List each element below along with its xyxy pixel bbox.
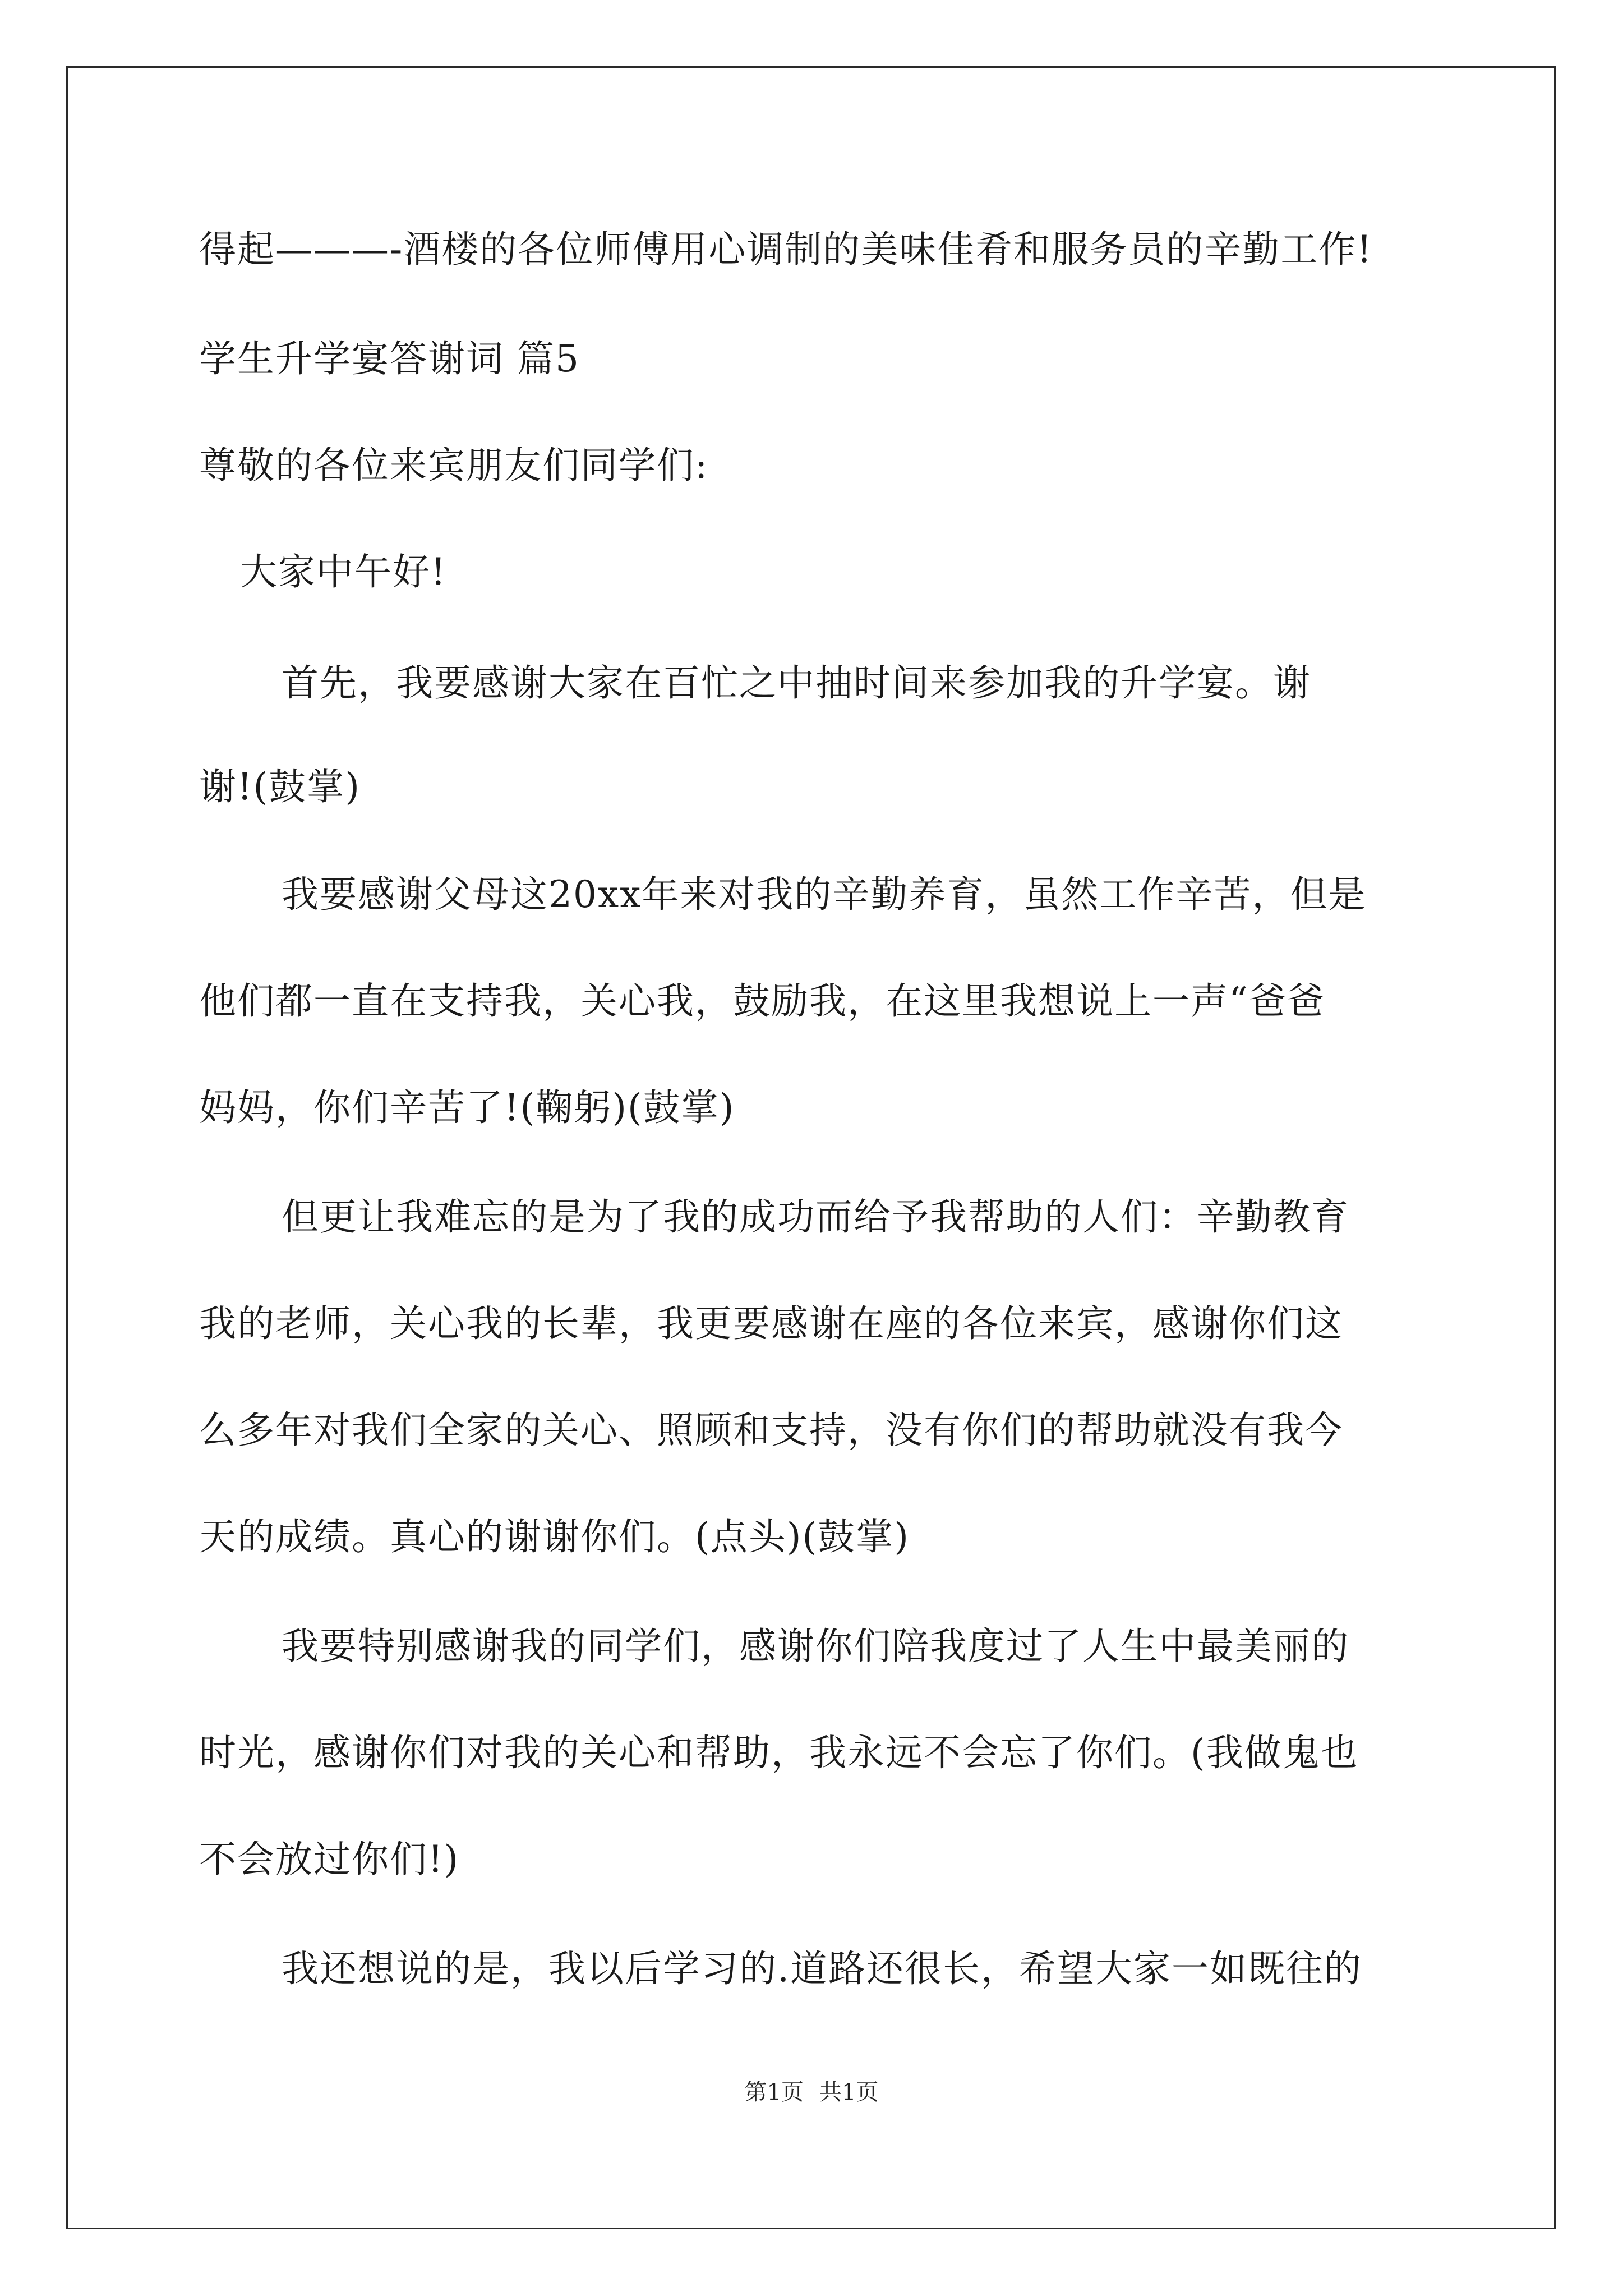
- page-border: [66, 66, 1556, 2229]
- page-total: 共1页: [819, 2079, 879, 2105]
- text-line: 我的老师，关心我的长辈，我更要感谢在座的各位来宾，感谢你们这: [199, 1302, 1343, 1345]
- text-line: 我还想说的是，我以后学习的.道路还很长，希望大家一如既往的: [282, 1947, 1362, 1990]
- greeting: 大家中午好!: [240, 550, 447, 593]
- salutation: 尊敬的各位来宾朋友们同学们:: [199, 444, 709, 487]
- text-line: 但更让我难忘的是为了我的成功而给予我帮助的人们：辛勤教育: [282, 1195, 1349, 1239]
- text-line: 他们都一直在支持我，关心我，鼓励我，在这里我想说上一声“爸爸: [199, 979, 1325, 1023]
- text-line: 妈妈，你们辛苦了!(鞠躬)(鼓掌): [199, 1086, 735, 1129]
- section-heading: 学生升学宴答谢词 篇5: [199, 337, 580, 380]
- page-number: 第1页: [744, 2079, 804, 2105]
- text-line: 我要特别感谢我的同学们，感谢你们陪我度过了人生中最美丽的: [282, 1625, 1349, 1668]
- text-line: 么多年对我们全家的关心、照顾和支持，没有你们的帮助就没有我今: [199, 1409, 1343, 1452]
- text-line: 时光，感谢你们对我的关心和帮助，我永远不会忘了你们。(我做鬼也: [199, 1731, 1359, 1774]
- text-line: 我要感谢父母这20xx年来对我的辛勤养育，虽然工作辛苦，但是: [282, 873, 1367, 916]
- text-line: 得起———-酒楼的各位师傅用心调制的美味佳肴和服务员的辛勤工作!: [199, 228, 1373, 271]
- text-line: 天的成绩。真心的谢谢你们。(点头)(鼓掌): [199, 1515, 910, 1558]
- text-line: 谢!(鼓掌): [199, 765, 361, 808]
- text-line: 首先，我要感谢大家在百忙之中抽时间来参加我的升学宴。谢: [282, 661, 1311, 705]
- page-footer: [0, 2078, 1623, 2106]
- text-line: 不会放过你们!): [199, 1838, 460, 1881]
